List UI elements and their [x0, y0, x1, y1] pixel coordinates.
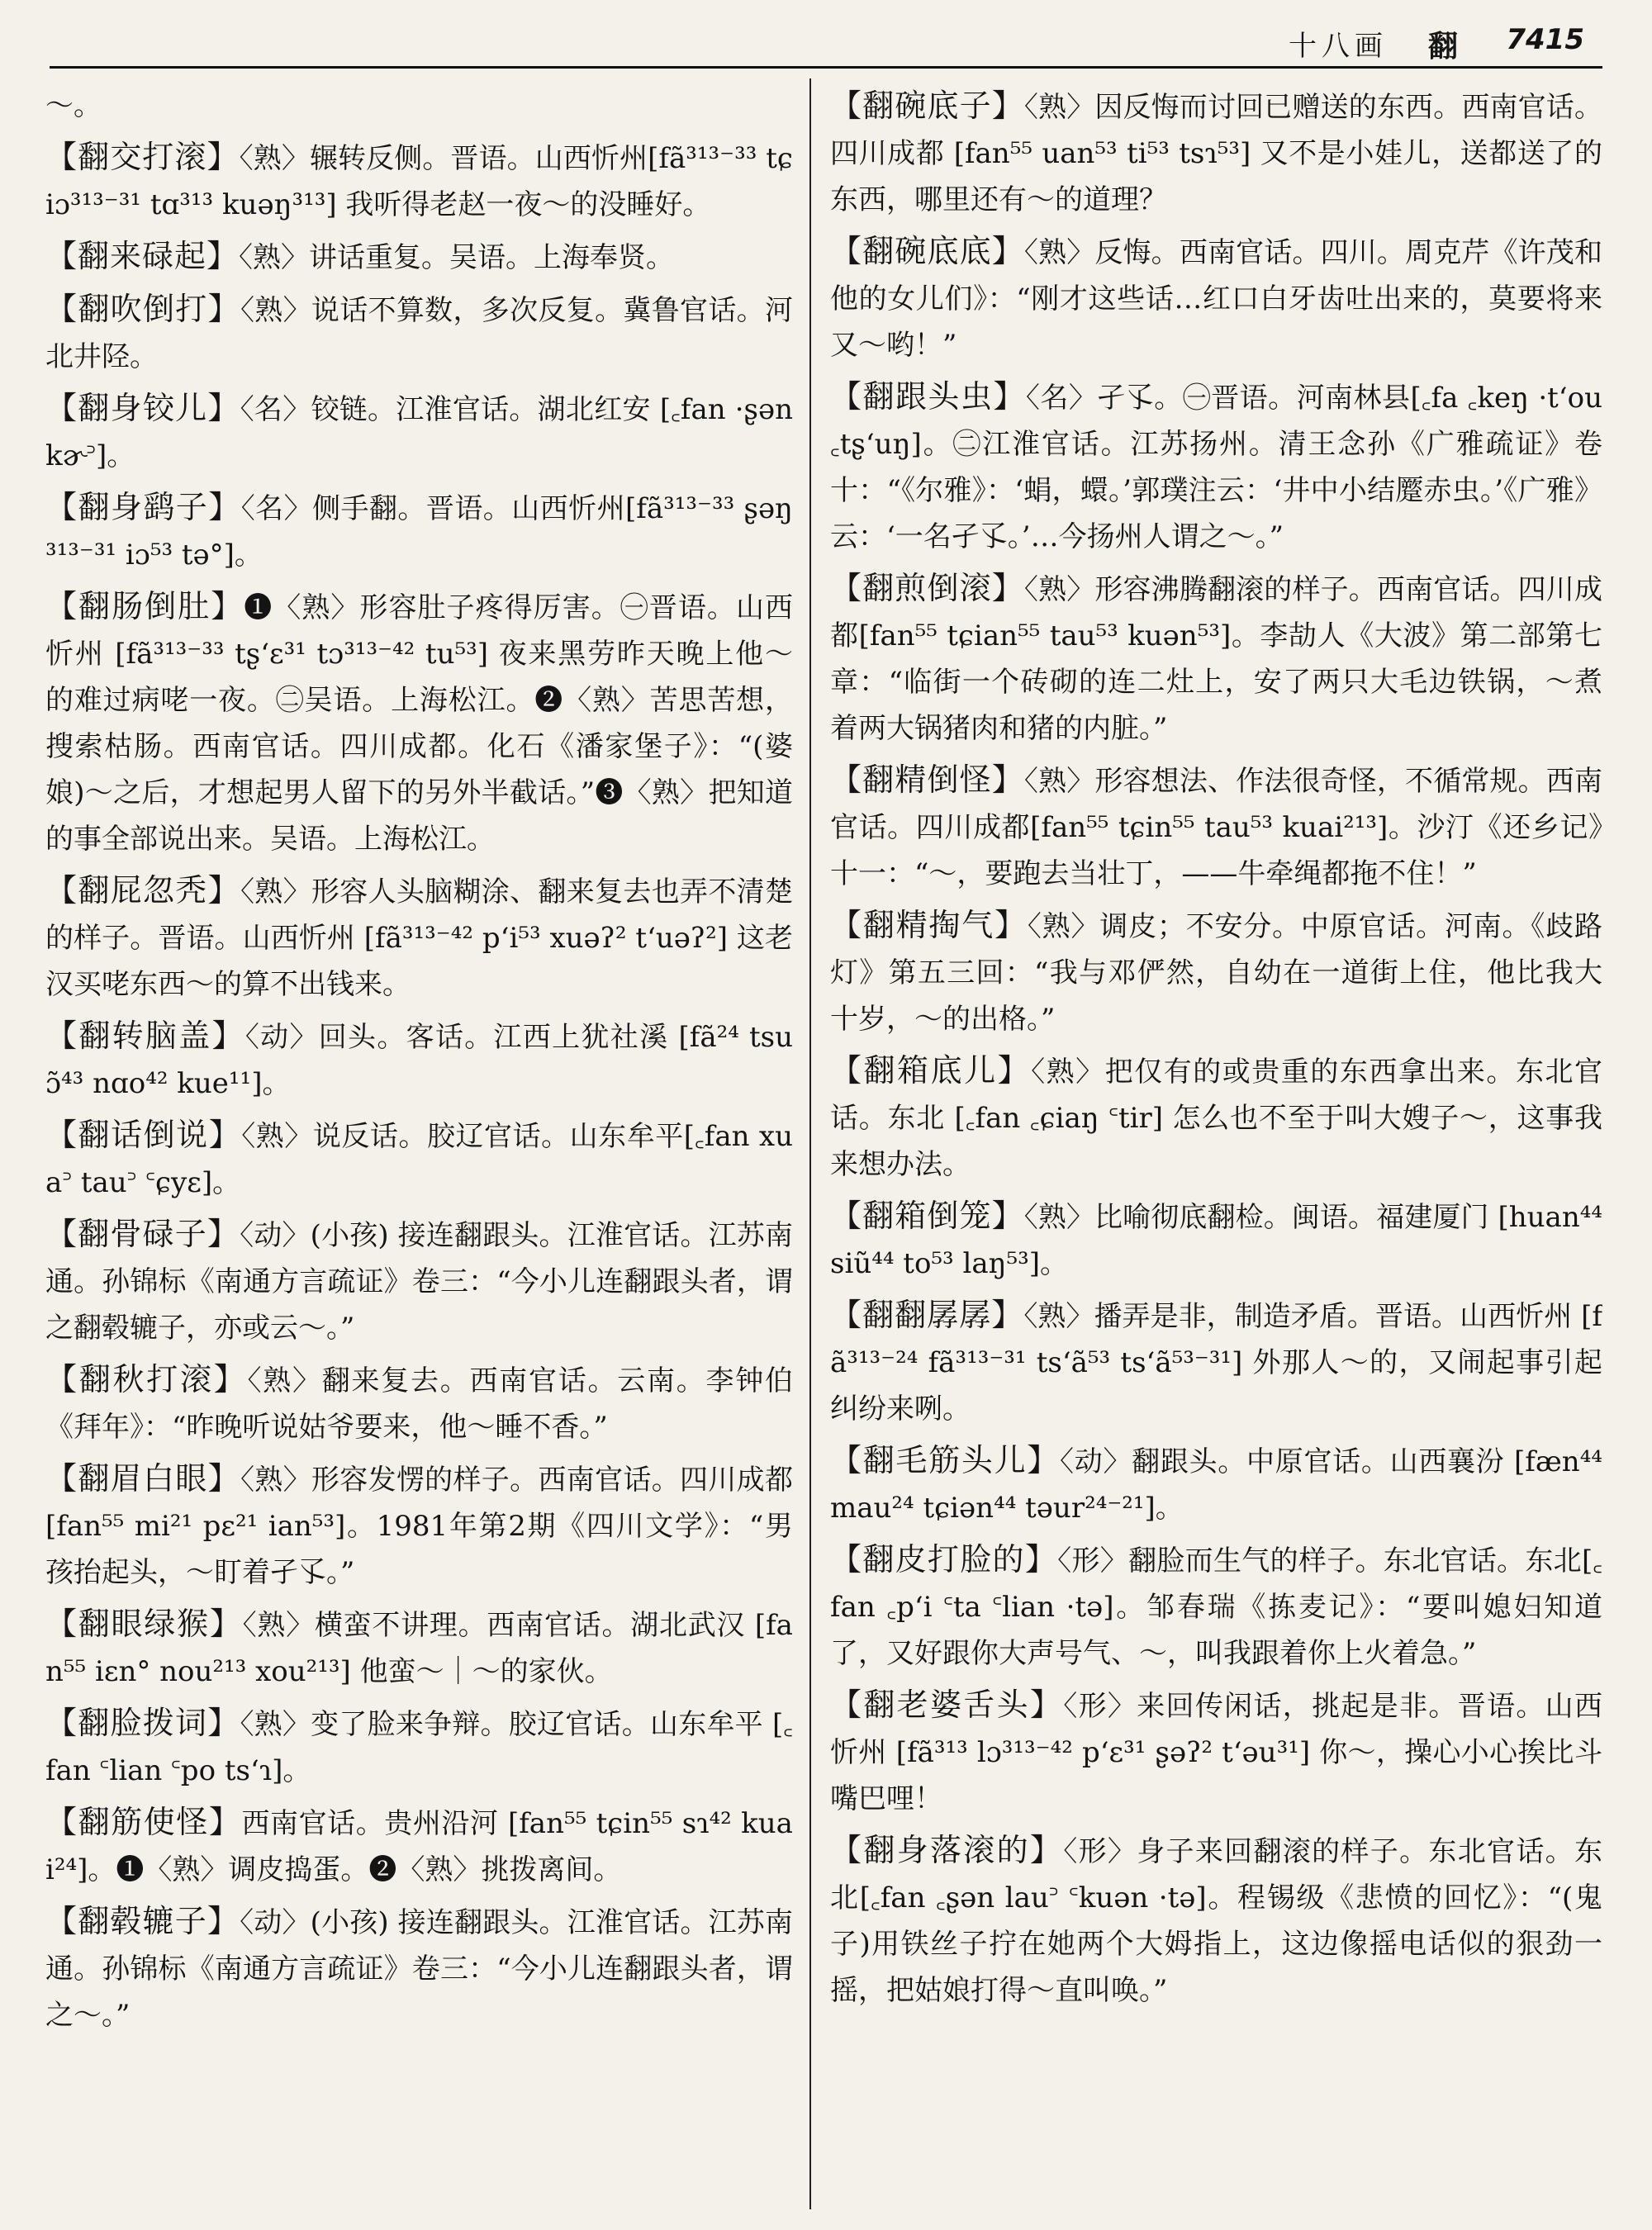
entry-headword: 【 翻秋打滚 】 — [45, 1361, 248, 1397]
entry-headword: 【 翻煎倒滚 】 — [830, 570, 1024, 606]
entry-definition: 〈熟〉辗转反侧。晋语。山西忻州[fã³¹³⁻³³ tɕiɔ³¹³⁻³¹ tɑ³¹³ kuəŋ³¹³] 我听得老赵一夜～的没睡好。 — [45, 142, 793, 221]
dictionary-entry — [45, 484, 793, 578]
entry-headword: 【 翻箱倒笼 】 — [830, 1198, 1024, 1234]
right-column — [830, 83, 1602, 2213]
entry-definition: 〈动〉回头。客话。江西上犹社溪 [fã²⁴ tsuɔ̃⁴³ nɑo⁴² kue¹¹]。 — [45, 1021, 793, 1100]
dictionary-entry — [830, 1047, 1602, 1188]
entry-headword: 【 翻箱底儿 】 — [830, 1052, 1031, 1089]
entry-definition: 〈熟〉翻来复去。西南官话。云南。李钟伯《拜年》：“昨晚听说姑爷要来，他～睡不香。” — [45, 1364, 793, 1444]
entry-headword: 【 翻身鹞子 】 — [45, 489, 241, 525]
entry-definition: 〈熟〉反悔。西南官话。四川。周克芹《许茂和他的女儿们》：“刚才这些话…红口白牙齿吐出来的，莫要将来又～哟！” — [830, 236, 1602, 362]
dictionary-entry — [45, 1013, 793, 1107]
entry-headword: 【 翻骨碌子 】 — [45, 1216, 240, 1252]
entry-definition: 〈熟〉播弄是非，制造矛盾。晋语。山西忻州 [fã³¹³⁻²⁴ fã³¹³⁻³¹ ts‘ã⁵³ ts‘ã⁵³⁻³¹] 外那人～的，又闹起事引起纠纷来咧。 — [830, 1300, 1602, 1426]
entry-definition: 〈熟〉说话不算数，多次反复。冀鲁官话。河北井陉。 — [45, 294, 793, 373]
dictionary-entry — [45, 1211, 793, 1351]
dictionary-entry — [45, 134, 793, 228]
section-head-character: 翻 — [1427, 29, 1458, 64]
entry-definition: 〈动〉(小孩) 接连翻跟头。江淮官话。江苏南通。孙锦标《南通方言疏证》卷三：“今小儿连翻跟头者，谓之～。” — [45, 1906, 793, 2032]
dictionary-entry — [45, 286, 793, 380]
entry-definition: 〈熟〉因反悔而讨回已赠送的东西。西南官话。四川成都 [fan⁵⁵ uan⁵³ ti⁵³ tsɿ⁵³] 又不是小娃儿，送都送了的东西，哪里还有～的道理？ — [830, 91, 1602, 216]
entry-headword: 【 翻筋使怪 】 — [45, 1804, 241, 1840]
entry-headword: 【 翻跟头虫 】 — [830, 378, 1026, 415]
entry-definition: 〈名〉孑孓。㊀晋语。河南林县[꜀fa ꜀keŋ ·t‘ou ꜀tʂ‘uŋ]。㊁江淮官话。江苏扬州。清王念孙《广雅疏证》卷十：“《尔雅》：‘蜎，蠉。’郭璞注云：‘井中小结蹷赤虫。’《广雅》云：‘一名孑孓。’…今扬州人谓之～。” — [830, 382, 1602, 553]
entry-definition: 西南官话。贵州沿河 [fan⁵⁵ tɕin⁵⁵ sɿ⁴² kuai²⁴]。❶〈熟〉调皮捣蛋。❷〈熟〉挑拨离间。 — [45, 1807, 793, 1886]
entry-definition: 〈熟〉形容想法、作法很奇怪，不循常规。西南官话。四川成都[fan⁵⁵ tɕin⁵⁵ tau⁵³ kuai²¹³]。沙汀《还乡记》十一：“～，要跑去当壮丁，——牛牵绳都拖不住！” — [830, 765, 1602, 890]
entry-headword: 【 翻吹倒打 】 — [45, 291, 240, 327]
page-header — [50, 17, 1602, 66]
dictionary-entry — [830, 83, 1602, 223]
entry-definition: 〈名〉铰链。江淮官话。湖北红安 [꜀fan ·ʂən kɚ꜄]。 — [45, 393, 793, 472]
entry-headword: 【 翻脸拨词 】 — [45, 1705, 240, 1741]
dictionary-entry — [45, 1356, 793, 1450]
dictionary-entry — [830, 1536, 1602, 1677]
entry-definition: 〈熟〉讲话重复。吴语。上海奉贤。 — [239, 241, 675, 274]
header-rule — [50, 66, 1602, 69]
dictionary-entry — [45, 1601, 793, 1695]
entry-headword: 【 翻身铰儿 】 — [45, 390, 240, 426]
column-divider — [809, 78, 811, 2209]
dictionary-entry — [45, 1898, 793, 2038]
stroke-count-label: 十八画 — [1289, 30, 1388, 63]
entry-definition: 〈熟〉调皮；不安分。中原官话。河南。《歧路灯》第五三回：“我与邓俨然，自幼在一道街上住，他比我大十岁，～的出格。” — [830, 910, 1602, 1036]
entry-headword: 【 翻转脑盖 】 — [45, 1018, 245, 1054]
entry-definition: 〈形〉身子来回翻滚的样子。东北官话。东北[꜀fan ꜀ʂən lau꜄ ꜂kuən ·tə]。程锡级《悲愤的回忆》：“(鬼子)用铁丝子拧在她两个大姆指上，这边像摇电话似的狠劲一摇，把姑娘打得～直叫唤。” — [830, 1835, 1602, 2007]
entry-definition: 〈熟〉说反话。胶辽官话。山东牟平[꜀fan xua꜄ tau꜄ ꜂ɕyɛ]。 — [45, 1120, 793, 1199]
dictionary-entry — [830, 1437, 1602, 1531]
dictionary-entry — [45, 385, 793, 479]
entry-definition: 〈熟〉比喻彻底翻检。闽语。福建厦门 [huan⁴⁴ siũ⁴⁴ to⁵³ laŋ⁵³]。 — [830, 1201, 1602, 1280]
dictionary-entry — [830, 1193, 1602, 1287]
entry-definition: ❶〈熟〉形容肚子疼得厉害。㊀晋语。山西忻州 [fã³¹³⁻³³ tʂ‘ɛ³¹ tɔ³¹³⁻⁴² tu⁵³] 夜来黑劳昨天晚上他～的难过病咾一夜。㊁吴语。上海松江。❷〈熟〉苦思苦想，搜索枯肠。西南官话。四川成都。化石《潘家堡子》：“(婆娘)～之后，才想起男人留下的另外半截话。”❸〈熟〉把知道的事全部说出来。吴语。上海松江。 — [45, 591, 793, 856]
entry-definition: 〈熟〉横蛮不讲理。西南官话。湖北武汉 [fan⁵⁵ iɛn° nou²¹³ xou²¹³] 他蛮～｜～的家伙。 — [45, 1609, 793, 1688]
entry-headword: 【 翻屁忽秃 】 — [45, 872, 240, 909]
left-column — [45, 83, 793, 2213]
dictionary-entry — [45, 867, 793, 1008]
entry-definition: 〈熟〉变了脸来争辩。胶辽官话。山东牟平 [꜀fan ꜂lian ꜂po tsʻɿ]。 — [45, 1708, 793, 1787]
entry-definition: 〈形〉来回传闲话，挑起是非。晋语。山西忻州 [fã³¹³ lɔ³¹³⁻⁴² p‘ɛ³¹ ʂəʔ² t‘əu³¹] 你～，操心小心挨比斗嘴巴哩！ — [830, 1690, 1602, 1815]
entry-headword: 【 翻交打滚 】 — [45, 139, 240, 175]
dictionary-entry — [830, 373, 1602, 560]
entry-definition: 〈熟〉形容发愣的样子。西南官话。四川成都 [fan⁵⁵ mi²¹ pɛ²¹ ian⁵³]。1981年第2期《四川文学》：“男孩抬起头，～盯着孑孓。” — [45, 1464, 793, 1589]
entry-headword: 【 翻身落滚的 】 — [830, 1832, 1063, 1868]
entry-headword: 【 翻老婆舌头 】 — [830, 1687, 1063, 1723]
page-number: 7415 — [1506, 23, 1584, 56]
entry-definition: 〈形〉翻脸而生气的样子。东北官话。东北[꜀fan ꜀p‘i ꜂ta ꜂lian ·tə]。邹春瑞《拣麦记》：“要叫媳妇知道了，又好跟你大声号气、～，叫我跟着你上火着急。” — [830, 1544, 1602, 1670]
dictionary-entry — [45, 1112, 793, 1206]
entry-definition: 〈熟〉把仅有的或贵重的东西拿出来。东北官话。东北 [꜀fan ꜀ɕiaŋ ꜂tir] 怎么也不至于叫大嫂子～，这事我来想办法。 — [830, 1056, 1602, 1181]
entry-headword: 【 翻毂辘子 】 — [45, 1903, 240, 1939]
dictionary-entry — [45, 1700, 793, 1794]
dictionary-entry — [830, 228, 1602, 368]
entry-definition: 〈熟〉形容沸腾翻滚的样子。西南官话。四川成都[fan⁵⁵ tɕian⁵⁵ tau⁵³ kuən⁵³]。李劼人《大波》第二部第七章：“临街一个砖砌的连二灶上，安了两只大毛边铁锅，～煮着两大锅猪肉和猪的内脏。” — [830, 573, 1602, 745]
dictionary-entry — [45, 1799, 793, 1893]
entry-definition: 〈名〉侧手翻。晋语。山西忻州[fã³¹³⁻³³ ʂəŋ³¹³⁻³¹ iɔ⁵³ tə°]。 — [45, 492, 793, 572]
dictionary-entry — [830, 757, 1602, 897]
entry-headword: 【 翻肠倒肚 】 — [45, 588, 244, 624]
entry-headword: 【 翻皮打脸的 】 — [830, 1541, 1057, 1578]
dictionary-entry — [45, 583, 793, 862]
entry-headword: 【 翻翻孱孱 】 — [830, 1297, 1023, 1333]
entry-headword: 【 翻精倒怪 】 — [830, 762, 1024, 798]
entry-definition: 〈动〉翻跟头。中原官话。山西襄汾 [fæn⁴⁴ mau²⁴ tɕiən⁴⁴ təur²⁴⁻²¹]。 — [830, 1445, 1602, 1525]
dictionary-entry — [45, 233, 793, 281]
dictionary-entry — [830, 902, 1602, 1042]
entry-definition: 〈动〉(小孩) 接连翻跟头。江淮官话。江苏南通。孙锦标《南通方言疏证》卷三：“今小儿连翻跟头者，谓之翻毂辘子，亦或云～。” — [45, 1219, 793, 1345]
entry-headword: 【 翻眉白眼 】 — [45, 1460, 240, 1497]
entry-headword: 【 翻眼绿猴 】 — [45, 1606, 243, 1642]
continuation-text: ～。 — [45, 89, 102, 122]
entry-headword: 【 翻碗底子 】 — [830, 88, 1024, 124]
dictionary-entry — [830, 1827, 1602, 2014]
entry-headword: 【 翻来碌起 】 — [45, 238, 239, 274]
entry-definition: 〈熟〉形容人头脑糊涂、翻来复去也弄不清楚的样子。晋语。山西忻州 [fã³¹³⁻⁴² p‘i⁵³ xuəʔ² t‘uəʔ²] 这老汉买咾东西～的算不出钱来。 — [45, 875, 793, 1001]
dictionary-entry — [830, 565, 1602, 752]
dictionary-entry — [830, 1682, 1602, 1822]
dictionary-entry — [45, 1455, 793, 1596]
entry-headword: 【 翻话倒说 】 — [45, 1117, 241, 1153]
entry-headword: 【 翻精掏气 】 — [830, 907, 1028, 943]
dictionary-entry — [830, 1292, 1602, 1432]
entry-headword: 【 翻碗底底 】 — [830, 233, 1024, 269]
entry-headword: 【 翻毛筋头儿 】 — [830, 1442, 1060, 1478]
